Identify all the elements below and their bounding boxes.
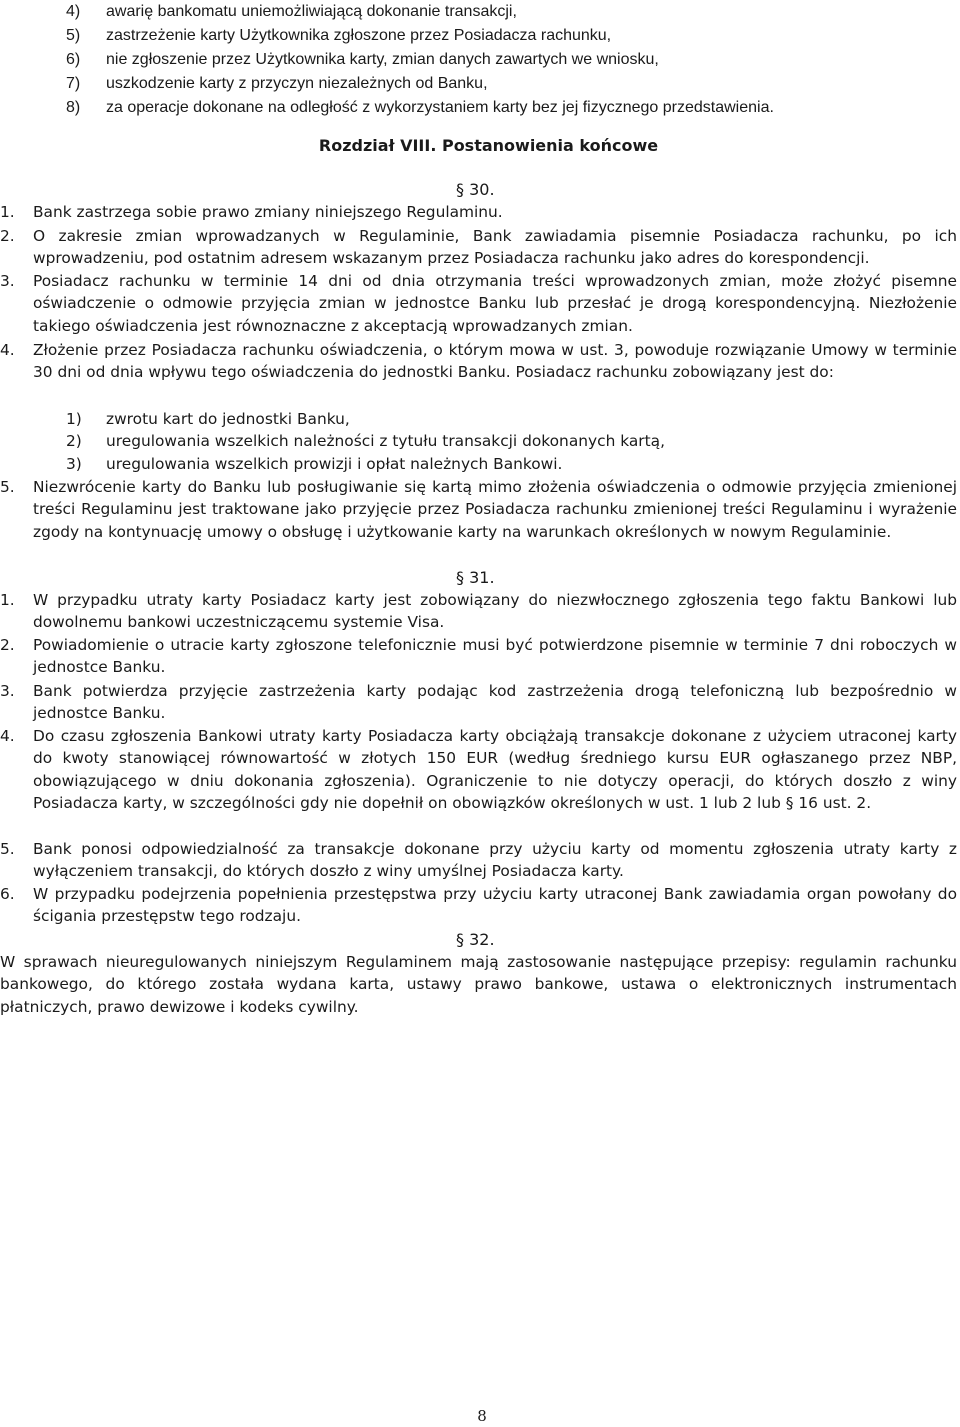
section-text: W sprawach nieuregulowanych niniejszym Regulaminem mają zastosowanie następujące przepisy: regulamin rachunku bankowego, do którego została wydana karta, ustawy prawo bankowe, ustawa o elektronicznych instrumentach płatniczych, prawo dewizowe i kodeks cywilny. — [0, 953, 957, 1016]
sub-list-item: 3) uregulowania wszelkich prowizji i opłat należnych Bankowi. — [66, 454, 563, 473]
section-item: 1. Bank zastrzega sobie prawo zmiany niniejszego Regulaminu. — [0, 203, 503, 221]
top-list — [66, 0, 946, 120]
section-item: 3. Posiadacz rachunku w terminie 14 dni od dnia otrzymania treści wprowadzonych zmian, może złożyć pisemne oświadczenie o odmowie przyjęcia zmian w jednostce Banku lub przesłać je drogą korespondencyjną. Niezłożenie takiego oświadczenia jest równoznaczne z akceptacją wprowadzanych zmian. — [0, 272, 957, 335]
section-item: 5. Bank ponosi odpowiedzialność za transakcje dokonane przy użyciu karty od momentu zgłoszenia utraty karty z wyłączeniem transakcji, do których doszło z winy umyślnej Posiadacza karty. — [0, 840, 957, 881]
sub-list — [66, 408, 665, 475]
section-item: 6. W przypadku podejrzenia popełnienia przestępstwa przy użyciu karty utraconej Bank zawiadamia organ powołany do ścigania przestępstw tego rodzaju. — [0, 885, 957, 926]
section-item: 1. W przypadku utraty karty Posiadacz karty jest zobowiązany do niezwłocznego zgłoszenia tego faktu Bankowi lub dowolnemu bankowi uczestniczącemu systemie Visa. — [0, 591, 957, 632]
list-item: 5) zastrzeżenie karty Użytkownika zgłoszone przez Posiadacza rachunku, — [66, 27, 612, 44]
section-item: 4. Złożenie przez Posiadacza rachunku oświadczenia, o którym mowa w ust. 3, powoduje rozwiązanie Umowy w terminie 30 dni od dnia wpływu tego oświadczenia do jednostki Banku. Posiadacz rachunku zobowiązany jest do: — [0, 341, 957, 382]
section-heading: § 31. — [456, 568, 495, 587]
list-item: 8) za operacje dokonane na odległość z wykorzystaniem karty bez jej fizycznego przedstawienia. — [66, 99, 774, 116]
section-item: 3. Bank potwierdza przyjęcie zastrzeżenia karty podając kod zastrzeżenia drogą telefoniczną lub bezpośrednio w jednostce Banku. — [0, 682, 957, 723]
section-item: 4. Do czasu zgłoszenia Bankowi utraty karty Posiadacza karty obciążają transakcje dokonane z użyciem utraconej karty do kwoty stanowiącej równowartość w złotych 150 EUR (według średniego kursu EUR ogłaszanego przez NBP, obowiązującego w dniu dokonania zgłoszenia). Ograniczenie to nie dotyczy operacji, do których doszło z winy Posiadacza karty, w szczególności gdy nie dopełnił on obowiązków określonych w ust. 1 lub 2 lub § 16 ust. 2. — [0, 727, 957, 812]
section-item: 2. Powiadomienie o utracie karty zgłoszone telefonicznie musi być potwierdzone pisemnie w terminie 7 dni roboczych w jednostce Banku. — [0, 636, 957, 677]
section-heading: § 30. — [456, 180, 495, 199]
sub-list-item: 2) uregulowania wszelkich należności z tytułu transakcji dokonanych kartą, — [66, 432, 665, 451]
chapter-title: Rozdział VIII. Postanowienia końcowe — [318, 136, 659, 155]
section-heading: § 32. — [456, 930, 495, 949]
list-item: 6) nie zgłoszenie przez Użytkownika karty, zmian danych zawartych we wniosku, — [66, 51, 659, 68]
list-item: 4) awarię bankomatu uniemożliwiającą dokonanie transakcji, — [66, 3, 517, 20]
page-number: 8 — [477, 1407, 487, 1425]
section-item: 2. O zakresie zmian wprowadzanych w Regulaminie, Bank zawiadamia pisemnie Posiadacza rachunku, po ich wprowadzeniu, pod ostatnim adresem wskazanym przez Posiadacza rachunku jako adres do korespondencji. — [0, 227, 957, 268]
section-item: 5. Niezwrócenie karty do Banku lub posługiwanie się kartą mimo złożenia oświadczenia o odmowie przyjęcia zmienionej treści Regulaminu jest traktowane jako przyjęcie przez Posiadacza rachunku zmienionej treści Regulaminu i wyrażenie zgody na kontynuację umowy o obsługę i użytkowanie karty na warunkach określonych w nowym Regulaminie. — [0, 478, 957, 541]
list-item: 7) uszkodzenie karty z przyczyn niezależnych od Banku, — [66, 75, 488, 92]
sub-list-item: 1) zwrotu kart do jednostki Banku, — [66, 410, 350, 428]
